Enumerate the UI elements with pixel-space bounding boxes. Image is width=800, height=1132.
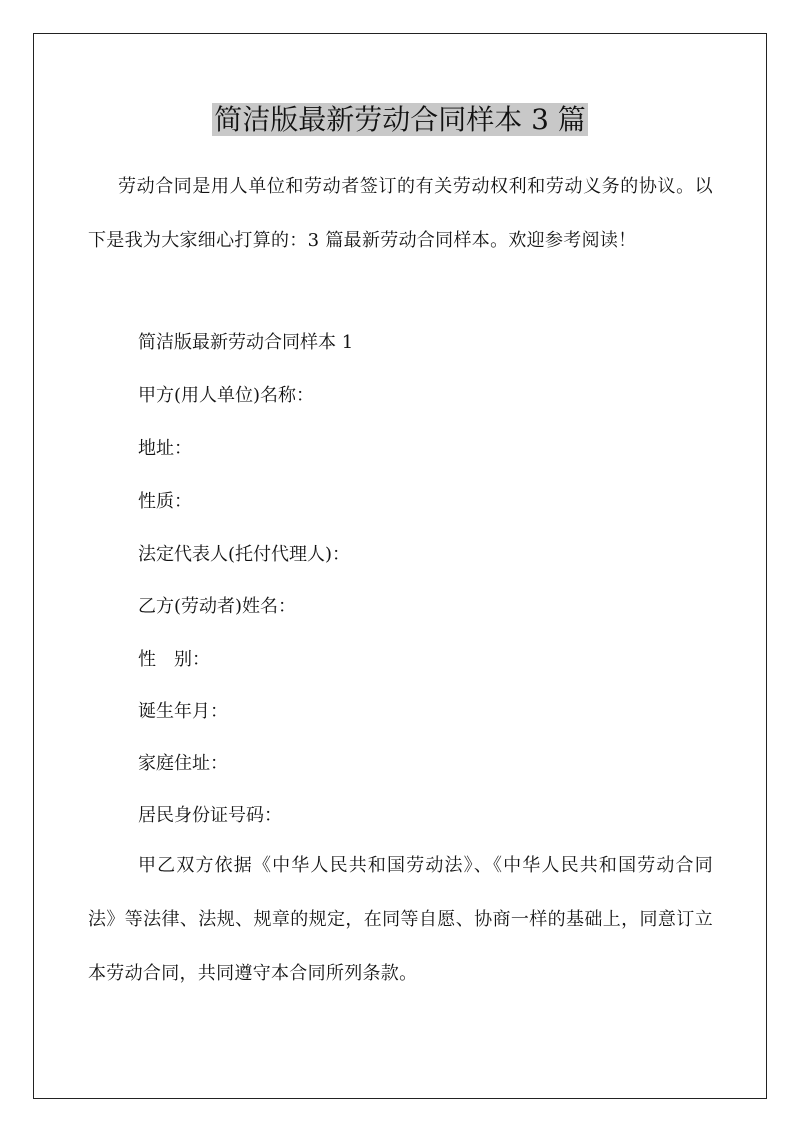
field-address: 地址： [138, 438, 192, 459]
field-home-address: 家庭住址： [138, 753, 228, 774]
field-id-number: 居民身份证号码： [138, 805, 282, 826]
field-gender: 性 别： [138, 649, 210, 670]
field-nature: 性质： [138, 491, 192, 512]
intro-paragraph: 劳动合同是用人单位和劳动者签订的有关劳动权利和劳动义务的协议。以下是我为大家细心打算的：3 篇最新劳动合同样本。欢迎参考阅读！ [88, 176, 713, 251]
document-title [0, 100, 800, 140]
field-legal-representative: 法定代表人(托付代理人)： [138, 544, 351, 565]
field-employer-name: 甲方(用人单位)名称： [138, 385, 315, 406]
document-title-text: 简洁版最新劳动合同样本 3 篇 [214, 103, 586, 136]
field-birth-date: 诞生年月： [138, 701, 228, 722]
field-employee-name: 乙方(劳动者)姓名： [138, 596, 297, 617]
section-heading: 简洁版最新劳动合同样本 1 [138, 332, 354, 353]
closing-paragraph: 甲乙双方依据《中华人民共和国劳动法》、《中华人民共和国劳动合同法》等法律、法规、规章的规定，在同等自愿、协商一样的基础上，同意订立本劳动合同，共同遵守本合同所列条款。 [88, 855, 713, 984]
